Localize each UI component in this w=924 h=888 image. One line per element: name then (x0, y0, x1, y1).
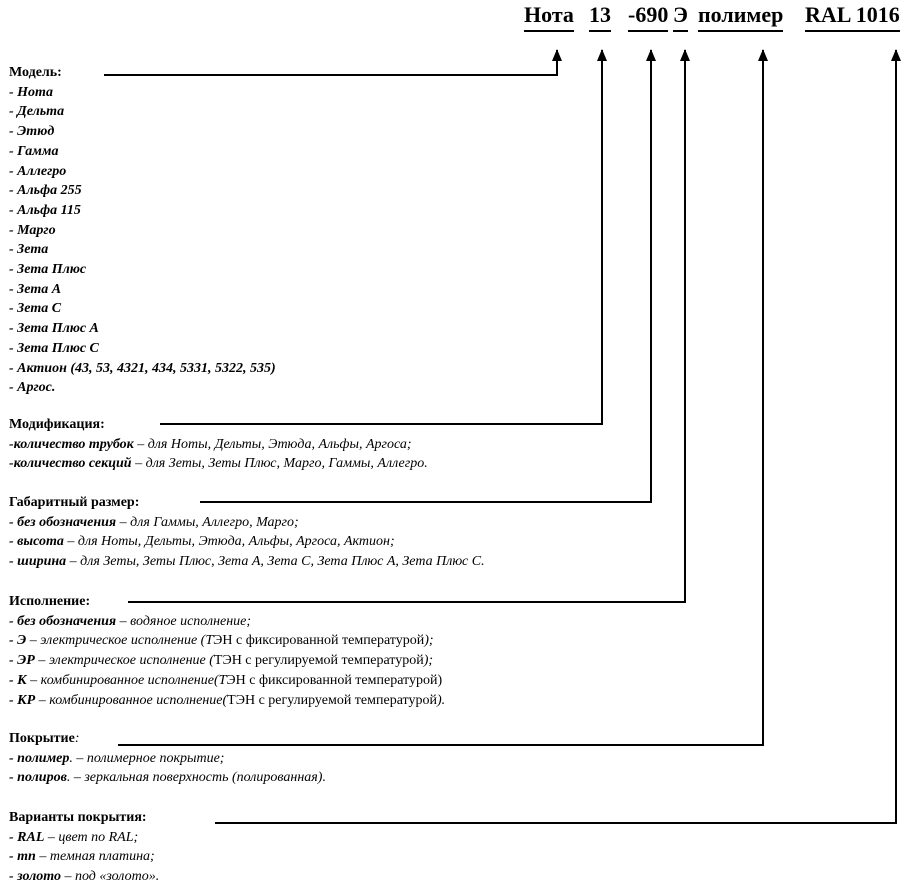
list-item: - Зета Плюс (9, 262, 87, 278)
list-item: - тп – темная платина; (9, 849, 155, 865)
section-title-model: Модель: (9, 65, 62, 80)
list-item: - Гамма (9, 143, 59, 159)
code-part-execution: Э (673, 0, 688, 32)
list-item: - Зета А (9, 281, 62, 297)
section-model (9, 63, 276, 398)
list-item: - Актион (43, 53, 4321, 434, 5331, 5322, 535) (9, 360, 276, 376)
list-item: - Зета (9, 242, 49, 258)
code-part-coating-variant: RAL 1016 (805, 0, 900, 32)
list-item: - ЭР – электрическое исполнение (ТЭН с регулируемой температурой); (9, 653, 434, 669)
list-item: -количество трубок – для Ноты, Дельты, Этюда, Альфы, Аргоса; (9, 436, 412, 452)
code-part-coating: полимер (698, 0, 783, 32)
list-item: - Дельта (9, 104, 65, 120)
list-item: - Аллегро (9, 163, 67, 179)
list-item: - полиров. – зеркальная поверхность (полированная). (9, 770, 326, 786)
section-title-size: Габаритный размер: (9, 495, 140, 510)
list-item: - Альфа 115 (9, 202, 81, 218)
list-item: - высота – для Ноты, Дельты, Этюда, Альфы, Аргоса, Актион; (9, 534, 395, 550)
list-item: - КР – комбинированное исполнение(ТЭН с регулируемой температурой). (9, 692, 446, 708)
list-item: - Зета Плюс С (9, 340, 99, 356)
list-item: - Марго (9, 222, 56, 238)
code-part-model: Нота (524, 0, 574, 32)
list-item: - без обозначения – водяное исполнение; (9, 613, 252, 629)
list-item: - Альфа 255 (9, 183, 82, 199)
section-coating (9, 729, 326, 788)
list-item: - RAL – цвет по RAL; (9, 829, 139, 845)
code-part-size: -690 (628, 0, 668, 32)
list-item: - Зета Плюс А (9, 321, 99, 337)
section-title-coating-variants: Варианты покрытия: (9, 810, 147, 825)
section-modification (9, 415, 428, 474)
code-part-modification: 13 (589, 0, 611, 32)
section-title-coating: Покрытие: (9, 731, 80, 746)
section-size (9, 493, 485, 572)
section-coating-variants (9, 808, 159, 887)
list-item: -количество секций – для Зеты, Зеты Плюс, Марго, Гаммы, Аллегро. (9, 456, 428, 472)
list-item: - Э – электрическое исполнение (ТЭН с фиксированной температурой); (9, 633, 434, 649)
list-item: - Зета С (9, 301, 62, 317)
list-item: - Нота (9, 84, 53, 100)
list-item: - ширина – для Зеты, Зеты Плюс, Зета А, Зета С, Зета Плюс А, Зета Плюс С. (9, 554, 485, 570)
section-title-execution: Исполнение: (9, 594, 91, 609)
list-item: - золото – под «золото». (9, 869, 160, 885)
list-item: - К – комбинированное исполнение(ТЭН с фиксированной температурой) (9, 672, 443, 688)
section-execution (9, 592, 445, 710)
list-item: - без обозначения – для Гаммы, Аллегро, Марго; (9, 514, 299, 530)
section-title-modification: Модификация: (9, 417, 105, 432)
list-item: - полимер. – полимерное покрытие; (9, 750, 225, 766)
list-item: - Аргос. (9, 380, 56, 396)
list-item: - Этюд (9, 124, 55, 140)
